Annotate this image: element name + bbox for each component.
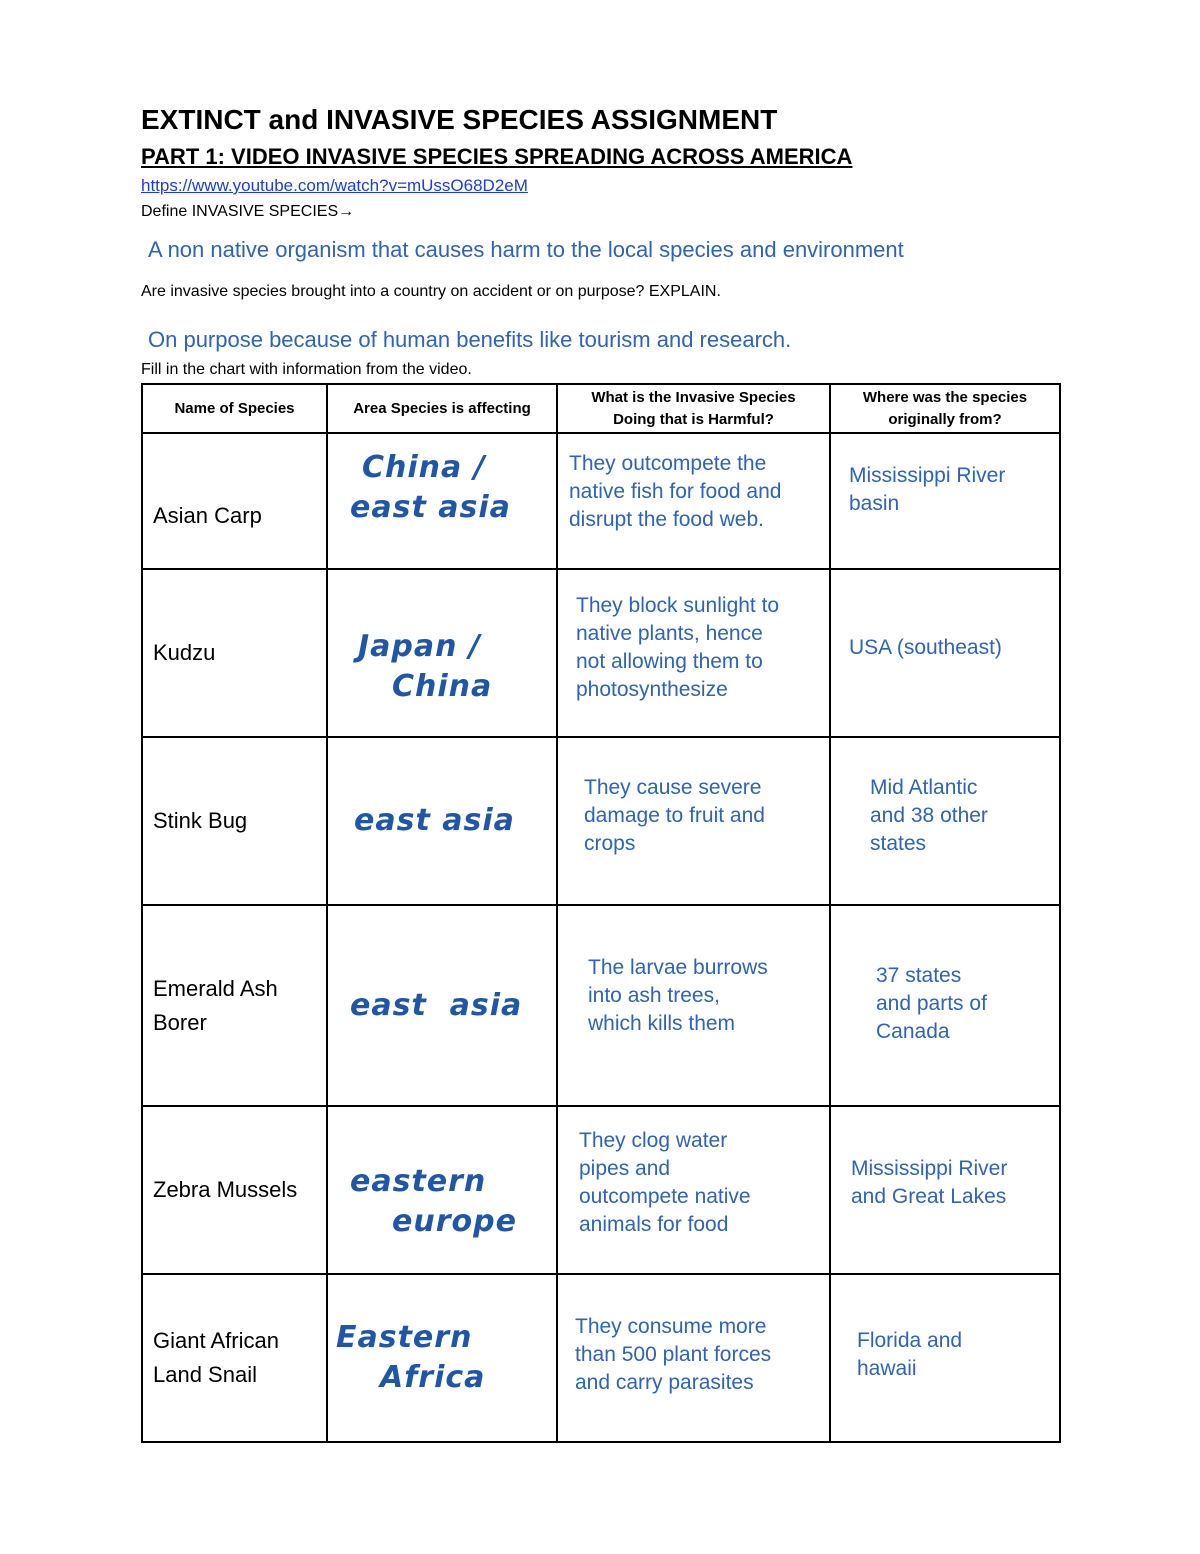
define-answer: A non native organism that causes harm to the local species and environment — [148, 237, 904, 262]
harm-answer: They consume more than 500 plant forces and carry parasites — [557, 1274, 830, 1442]
header-name: Name of Species — [142, 384, 327, 433]
area-handwritten: China / east asia — [327, 433, 557, 569]
origin-answer: Mississippi River and Great Lakes — [830, 1106, 1060, 1274]
table-row — [142, 433, 1060, 569]
harm-answer: They outcompete the native fish for food and disrupt the food web. — [557, 433, 830, 569]
origin-answer: USA (southeast) — [830, 569, 1060, 737]
header-area: Area Species is affecting — [327, 384, 557, 433]
table-row — [142, 1106, 1060, 1274]
fill-prompt: Fill in the chart with information from the video. — [141, 361, 472, 378]
area-handwritten: east asia — [327, 905, 557, 1106]
video-link[interactable]: https://www.youtube.com/watch?v=mUssO68D2eM — [141, 176, 528, 195]
part-heading: PART 1: VIDEO INVASIVE SPECIES SPREADING ACROSS AMERICA — [141, 144, 853, 169]
table-row — [142, 737, 1060, 905]
page-title: EXTINCT and INVASIVE SPECIES ASSIGNMENT — [141, 104, 778, 135]
species-name: Zebra Mussels — [142, 1106, 327, 1274]
area-handwritten: Eastern Africa — [327, 1274, 557, 1442]
question-2: Are invasive species brought into a country on accident or on purpose? EXPLAIN. — [141, 283, 721, 300]
header-harm: What is the Invasive Species Doing that is Harmful? — [557, 384, 830, 433]
species-name: Stink Bug — [142, 737, 327, 905]
harm-answer: The larvae burrows into ash trees, which kills them — [557, 905, 830, 1106]
area-handwritten: eastern europe — [327, 1106, 557, 1274]
harm-answer: They block sunlight to native plants, hence not allowing them to photosynthesize — [557, 569, 830, 737]
define-prompt: Define INVASIVE SPECIES→ — [141, 203, 355, 220]
species-name: Asian Carp — [142, 433, 327, 569]
harm-answer: They clog water pipes and outcompete native animals for food — [557, 1106, 830, 1274]
area-handwritten: Japan / China — [327, 569, 557, 737]
table-row — [142, 905, 1060, 1106]
origin-answer: Florida and hawaii — [830, 1274, 1060, 1442]
species-name: Giant African Land Snail — [142, 1274, 327, 1442]
table-row — [142, 569, 1060, 737]
table-header-row — [142, 384, 1060, 433]
origin-answer: Mid Atlantic and 38 other states — [830, 737, 1060, 905]
answer-2: On purpose because of human benefits like tourism and research. — [148, 327, 792, 352]
origin-answer: Mississippi River basin — [830, 433, 1060, 569]
species-name: Kudzu — [142, 569, 327, 737]
header-origin: Where was the species originally from? — [830, 384, 1060, 433]
species-table — [141, 383, 1061, 1443]
harm-answer: They cause severe damage to fruit and crops — [557, 737, 830, 905]
species-name: Emerald Ash Borer — [142, 905, 327, 1106]
origin-answer: 37 states and parts of Canada — [830, 905, 1060, 1106]
area-handwritten: east asia — [327, 737, 557, 905]
table-row — [142, 1274, 1060, 1442]
